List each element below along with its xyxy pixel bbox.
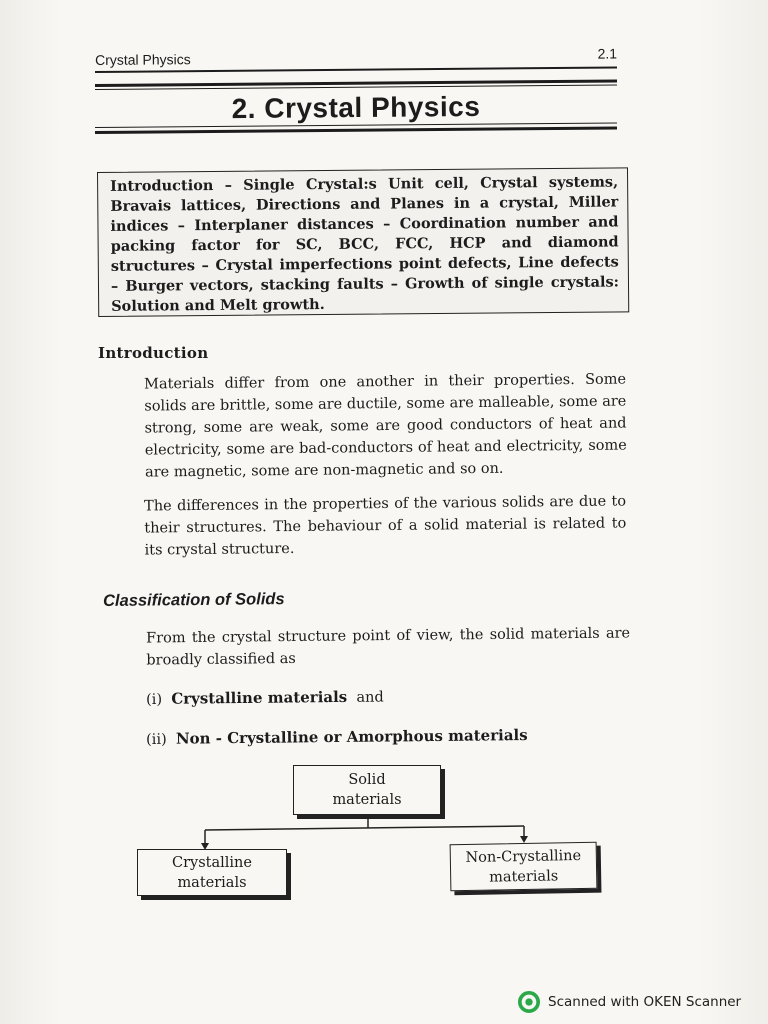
branch-horizontal-line [205, 826, 524, 830]
chapter-title: 2. Crystal Physics [231, 90, 481, 125]
scanner-watermark [518, 990, 741, 1014]
node-non-crystalline-line1: Non-Crystalline [465, 847, 582, 867]
node-solid-line1: Solid [348, 772, 386, 788]
item-1-number: (i) [146, 691, 163, 708]
node-non-crystalline-line2: materials [488, 868, 559, 886]
running-title: Crystal Physics [95, 51, 191, 68]
classification-heading: Classification of Solids [103, 590, 285, 610]
node-crystalline-line1: Crystalline [172, 855, 252, 871]
introduction-paragraph-2-text: The differences in the properties of the various solids are due to their structures. The behaviour of a solid material is related to its crystal structure. [144, 493, 627, 559]
introduction-heading: Introduction [98, 344, 209, 362]
syllabus-box: Introduction – Single Crystal:s Unit cell, Crystal systems, Bravais lattices, Directions and Planes in a crystal, Miller indices – Interplaner distances – Coordination number and packing factor for SC, BCC, FCC, HCP and diamond structures – Crystal imperfections point defects, Line defects – Burger vectors, stacking faults – Growth of single crystals: Solution and Melt growth. [97, 167, 629, 317]
item-1-term: Crystalline materials [171, 687, 348, 708]
node-solid-materials [293, 765, 441, 815]
node-solid-line2: materials [332, 792, 402, 808]
item-2-term: Non - Crystalline or Amorphous materials [175, 726, 528, 748]
node-non-crystalline-materials [450, 842, 598, 892]
oken-scanner-logo-icon [518, 991, 540, 1013]
page-number: 2.1 [597, 45, 618, 62]
introduction-paragraph-1-text: Materials differ from one another in their properties. Some solids are brittle, some are ductile, some are malleable, some are strong, some are weak, some are good conductors of heat and electricity, some are bad-conductors of heat and electricity, some are magnetic, some are non-magnetic and so on. [144, 371, 627, 481]
classification-paragraph-text: From the crystal structure point of view, the solid materials are broadly classified as [146, 625, 631, 669]
item-2-number: (ii) [146, 731, 167, 748]
node-crystalline-materials [137, 849, 287, 896]
item-1-suffix: and [356, 689, 384, 706]
scanner-text: Scanned with OKEN Scanner [548, 994, 742, 1010]
node-crystalline-line2: materials [177, 875, 247, 891]
